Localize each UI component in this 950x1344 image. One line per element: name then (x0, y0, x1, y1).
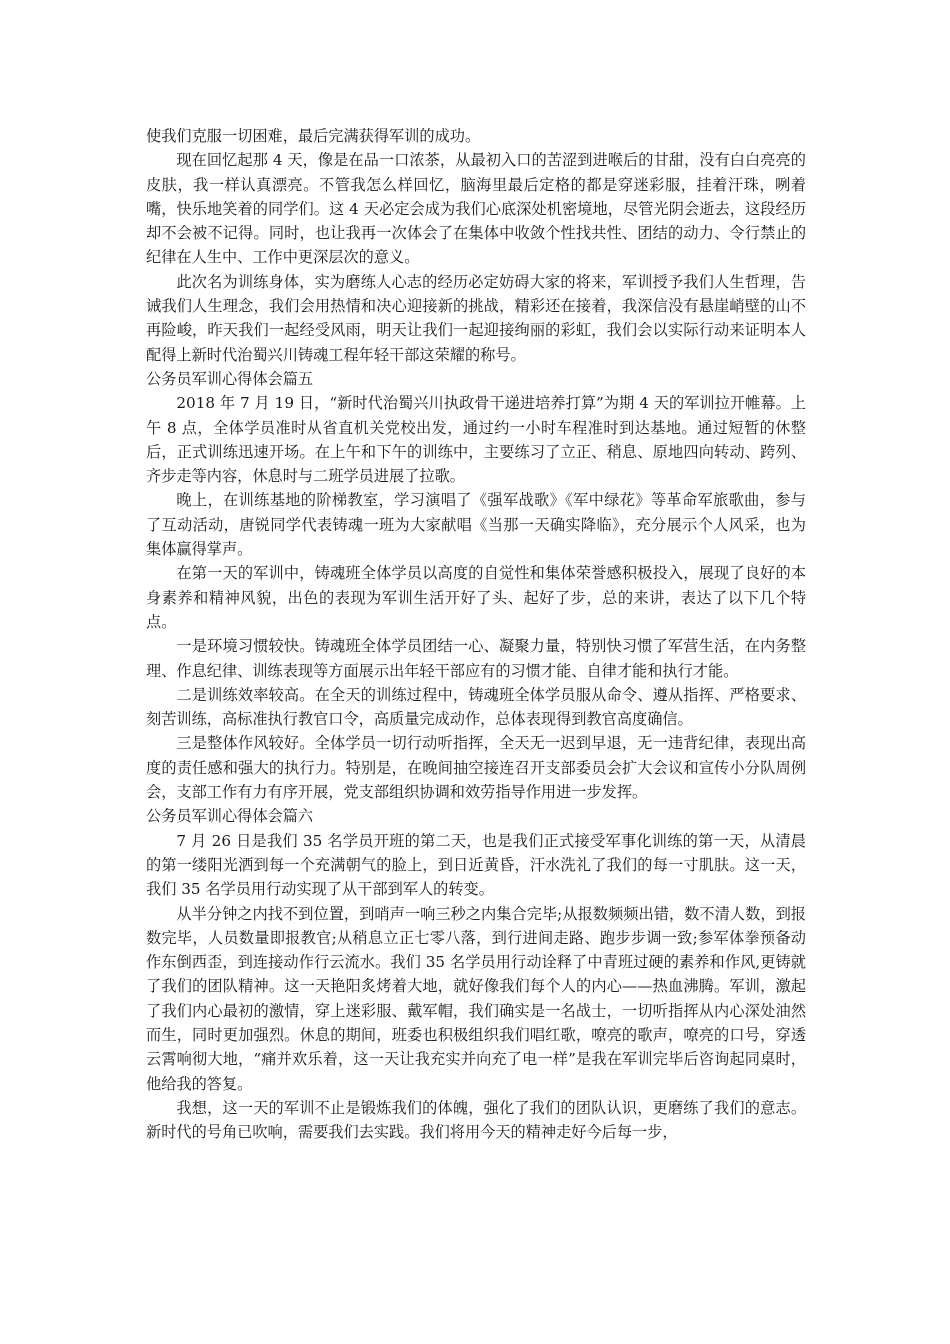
paragraph: 2018 年 7 月 19 日，“新时代治蜀兴川执政骨干递进培养打算”为期 4 天的军训拉开帷幕。上午 8 点，全体学员准时从省直机关党校出发，通过约一小时车程准时到达基地。通过短暂的休整后，正式训练迅速开场。在上午和下午的训练中，主要练习了立正、稍息、原地四向转动、跨列、齐步走等内容，休息时与二班学员进展了拉歌。 (146, 394, 806, 486)
paragraph: 使我们克服一切困难，最后完满获得军训的成功。 (146, 127, 481, 145)
paragraph: 晚上，在训练基地的阶梯教室，学习演唱了《强军战歌》《军中绿花》等革命军旅歌曲，参与了互动活动，唐锐同学代表铸魂一班为大家献唱《当那一天确实降临》，充分展示个人风采，也为集体赢得掌声。 (146, 491, 806, 559)
paragraph: 我想，这一天的军训不止是锻炼我们的体魄，强化了我们的团队认识，更磨练了我们的意志。新时代的号角已吹响，需要我们去实践。我们将用今天的精神走好今后每一步， (146, 1098, 806, 1142)
paragraph: 从半分钟之内找不到位置，到哨声一响三秒之内集合完毕;从报数频频出错，数不清人数，到报数完毕，人员数量即报教官;从稍息立正七零八落，到行进间走路、跑步步调一致;参军体拳预备动作东倒西歪，到连接动作行云流水。我们 35 名学员用行动诠释了中青班过硬的素养和作风,更铸就了我们的团队精神。这一天艳阳炙烤着大地，就好像我们每个人的内心——热血沸腾。军训，激起了我们内心最初的激情，穿上迷彩服、戴军帽，我们确实是一名战士，一切听指挥从内心深处油然而生，同时更加强烈。休息的期间，班委也积极组织我们唱红歌，嘹亮的歌声，嘹亮的口号，穿透云霄响彻大地，“痛并欢乐着，这一天让我充实并向充了电一样”是我在军训完毕后咨询起同桌时，他给我的答复。 (146, 904, 806, 1093)
paragraph: 7 月 26 日是我们 35 名学员开班的第二天，也是我们正式接受军事化训练的第一天，从清晨的第一缕阳光洒到每一个充满朝气的脸上，到日近黄昏，汗水洗礼了我们的每一寸肌肤。这一天，我们 35 名学员用行动实现了从干部到军人的转变。 (146, 831, 806, 899)
section-heading: 公务员军训心得体会篇五 (146, 369, 314, 388)
document-page (146, 124, 806, 1144)
paragraph: 一是环境习惯较快。铸魂班全体学员团结一心、凝聚力量，特别快习惯了军营生活，在内务整理、作息纪律、训练表现等方面展示出年轻干部应有的习惯才能、自律才能和执行才能。 (146, 637, 806, 680)
paragraph: 现在回忆起那 4 天，像是在品一口浓茶，从最初入口的苦涩到进喉后的甘甜，没有白白亮亮的皮肤，我一样认真漂亮。不管我怎么样回忆，脑海里最后定格的都是穿迷彩服，挂着汗珠，咧着嘴，快乐地笑着的同学们。这 4 天必定会成为我们心底深处机密境地，尽管光阴会逝去，这段经历却不会被不记得。同时，也让我再一次体会了在集体中收敛个性找共性、团结的动力、令行禁止的纪律在人生中、工作中更深层次的意义。 (146, 151, 806, 267)
section-heading: 公务员军训心得体会篇六 (146, 807, 314, 826)
paragraph: 二是训练效率较高。在全天的训练过程中，铸魂班全体学员服从命令、遵从指挥、严格要求、刻苦训练，高标准执行教官口令，高质量完成动作，总体表现得到教官高度确信。 (146, 685, 806, 729)
paragraph: 在第一天的军训中，铸魂班全体学员以高度的自觉性和集体荣誉感积极投入，展现了良好的本身素养和精神风貌，出色的表现为军训生活开好了头、起好了步，总的来讲，表达了以下几个特点。 (146, 564, 806, 631)
paragraph: 此次名为训练身体，实为磨练人心志的经历必定妨碍大家的将来，军训授予我们人生哲理，告诫我们人生理念，我们会用热情和决心迎接新的挑战，精彩还在接着，我深信没有悬崖峭壁的山不再险峻，昨天我们一起经受风雨，明天让我们一起迎接绚丽的彩虹，我们会以实际行动来证明本人配得上新时代治蜀兴川铸魂工程年轻干部这荣耀的称号。 (146, 272, 806, 364)
paragraph: 三是整体作风较好。全体学员一切行动听指挥，全天无一迟到早退，无一违背纪律，表现出高度的责任感和强大的执行力。特别是，在晚间抽空接连召开支部委员会扩大会议和宣传小分队周例会，支部工作有力有序开展，党支部组织协调和效劳指导作用进一步发挥。 (146, 734, 806, 802)
